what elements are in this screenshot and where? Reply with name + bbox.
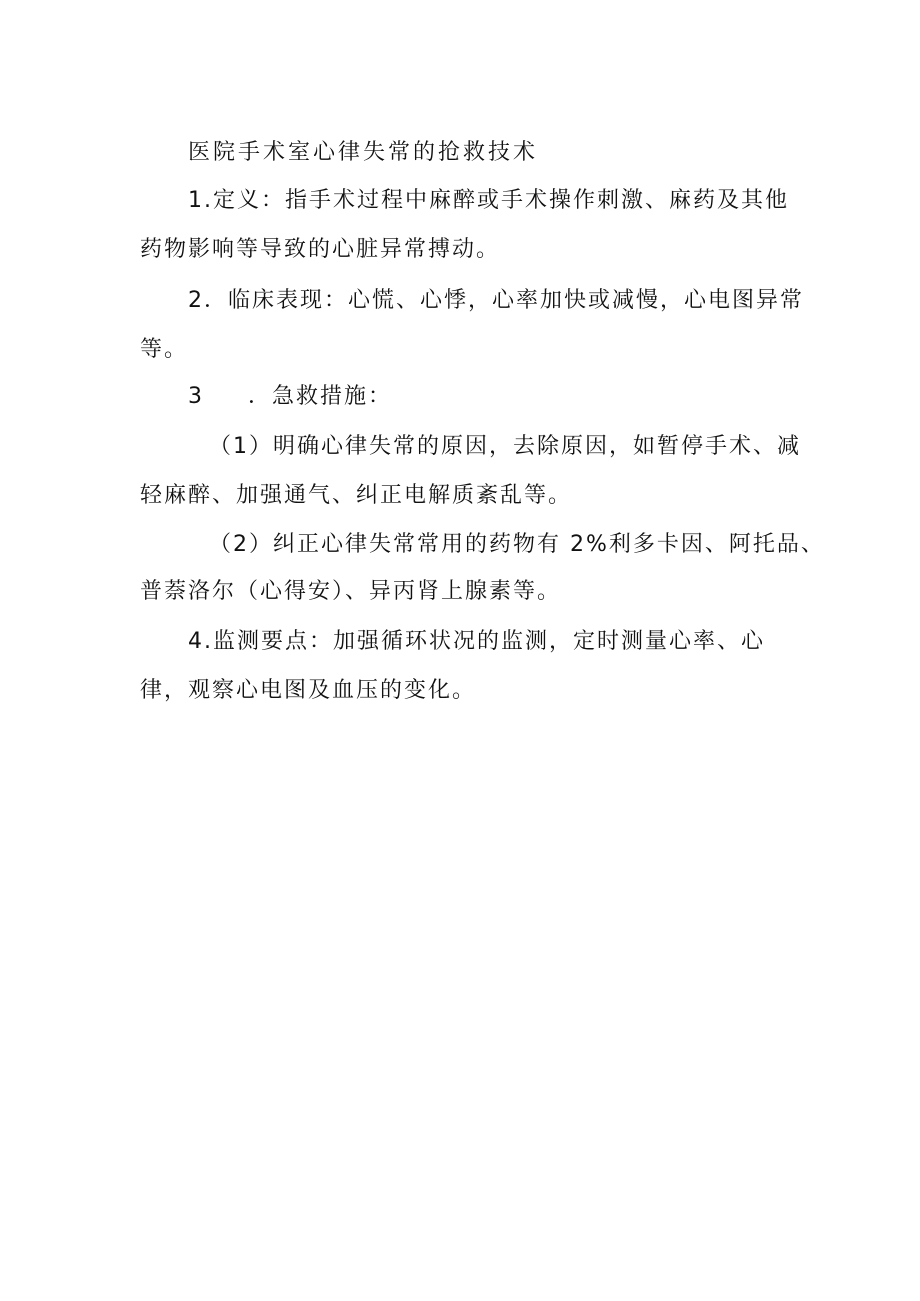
document-title: 医院手术室心律失常的抢救技术 bbox=[188, 140, 539, 165]
measure-2-line-2: 普萘洛尔（心得安）、异丙肾上腺素等。 bbox=[140, 579, 562, 604]
emergency-label: ．急救措施： bbox=[248, 384, 393, 409]
measure-1-line-2: 轻麻醉、加强通气、纠正电解质紊乱等。 bbox=[140, 483, 573, 508]
emergency-heading bbox=[188, 383, 392, 411]
monitoring-line-1: 4.监测要点：加强循环状况的监测，定时测量心率、心 bbox=[188, 629, 765, 654]
monitoring-line-2: 律，观察心电图及血压的变化。 bbox=[140, 678, 477, 703]
definition-line-2: 药物影响等导致的心脏异常搏动。 bbox=[140, 237, 501, 262]
measure-1-line-1: （1）明确心律失常的原因，去除原因，如暂停手术、减 bbox=[209, 434, 801, 459]
definition-line-1: 1.定义：指手术过程中麻醉或手术操作刺激、麻药及其他 bbox=[188, 188, 789, 213]
clinical-line-2: 等。 bbox=[140, 337, 189, 362]
emergency-number: 3 bbox=[188, 384, 204, 409]
measure-2-line-1: （2）纠正心律失常常用的药物有 2%利多卡因、阿托品、 bbox=[209, 532, 825, 557]
clinical-line-1: 2．临床表现：心慌、心悸，心率加快或减慢，心电图异常 bbox=[188, 288, 804, 313]
